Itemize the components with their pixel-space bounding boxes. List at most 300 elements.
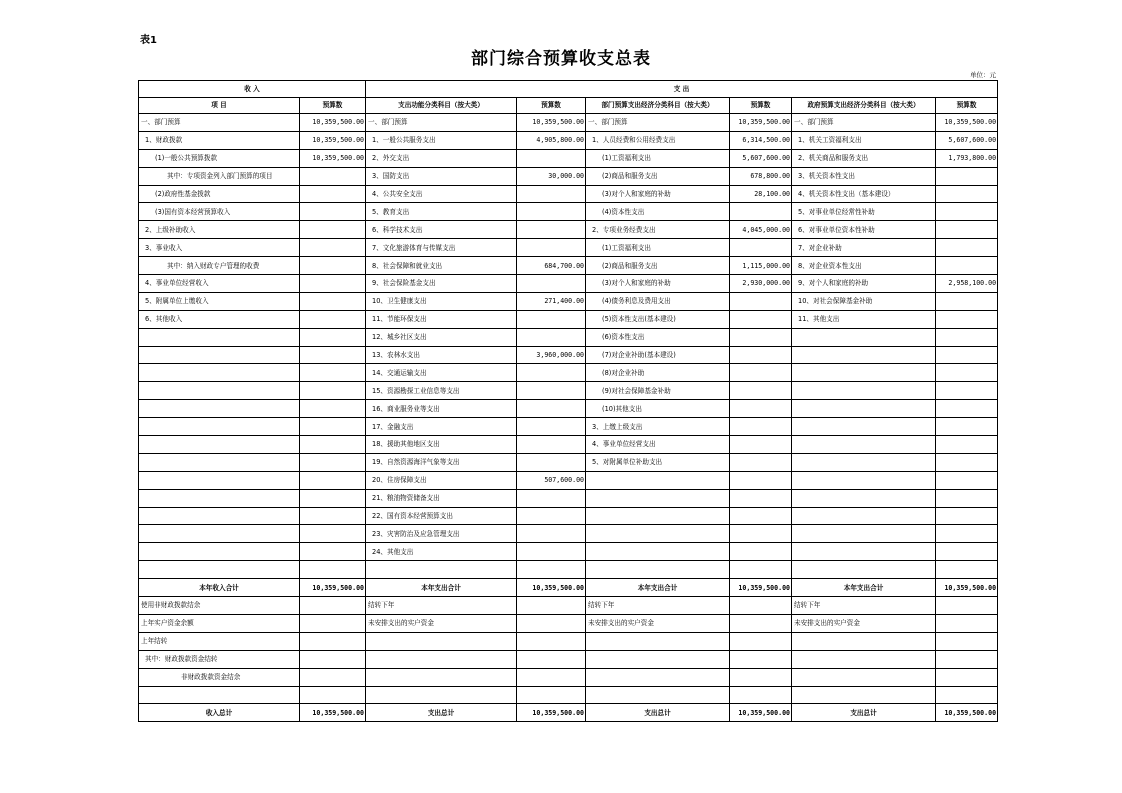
table-row (139, 668, 998, 686)
item-cell: 上年实户资金余额 (139, 614, 300, 632)
table-row (139, 114, 998, 132)
item-cell (792, 400, 936, 418)
amount-cell: 10,359,500.00 (730, 704, 792, 722)
item-cell: 1、财政拨款 (139, 131, 300, 149)
item-cell: 7、对企业补助 (792, 239, 936, 257)
item-cell: (1)工资福利支出 (586, 239, 730, 257)
item-cell (586, 686, 730, 704)
amount-cell (936, 471, 998, 489)
amount-cell (517, 221, 586, 239)
item-cell: 12、城乡社区支出 (366, 328, 517, 346)
item-cell (792, 525, 936, 543)
table-row (139, 364, 998, 382)
item-cell: 14、交通运输支出 (366, 364, 517, 382)
item-cell: (1)一般公共预算拨款 (139, 149, 300, 167)
item-cell: 6、其他收入 (139, 310, 300, 328)
item-cell: (2)商品和服务支出 (586, 257, 730, 275)
amount-cell (517, 239, 586, 257)
item-cell: 本年支出合计 (792, 579, 936, 597)
item-cell (792, 650, 936, 668)
amount-cell (936, 310, 998, 328)
item-cell: 本年支出合计 (586, 579, 730, 597)
amount-cell (936, 203, 998, 221)
amount-cell: 28,100.00 (730, 185, 792, 203)
item-cell: 结转下年 (586, 597, 730, 615)
amount-cell (517, 650, 586, 668)
amount-cell (517, 543, 586, 561)
item-cell: 未安排支出的实户资金 (366, 614, 517, 632)
amount-cell (936, 346, 998, 364)
col-header: 部门预算支出经济分类科目（按大类） (586, 97, 730, 114)
amount-cell (300, 400, 366, 418)
item-cell: 10、对社会保障基金补助 (792, 292, 936, 310)
table-row (139, 257, 998, 275)
amount-cell (517, 275, 586, 293)
amount-cell (936, 561, 998, 579)
amount-cell: 1,115,000.00 (730, 257, 792, 275)
item-cell: 非财政拨款资金结余 (139, 668, 300, 686)
item-cell (139, 543, 300, 561)
item-cell: 其中：专项资金列入部门预算的项目 (139, 167, 300, 185)
item-cell: 本年收入合计 (139, 579, 300, 597)
amount-cell (517, 525, 586, 543)
table-row (139, 632, 998, 650)
item-cell (586, 471, 730, 489)
item-cell: 17、金融支出 (366, 418, 517, 436)
amount-cell (300, 436, 366, 454)
amount-cell (936, 650, 998, 668)
item-cell: 5、对事业单位经常性补助 (792, 203, 936, 221)
amount-cell (730, 346, 792, 364)
item-cell (586, 543, 730, 561)
item-cell (792, 418, 936, 436)
amount-cell (730, 632, 792, 650)
amount-cell (936, 221, 998, 239)
table-row (139, 346, 998, 364)
item-cell: 6、科学技术支出 (366, 221, 517, 239)
item-cell: 16、商业服务业等支出 (366, 400, 517, 418)
item-cell (792, 382, 936, 400)
item-cell (366, 686, 517, 704)
item-cell: 其中：财政拨款资金结转 (139, 650, 300, 668)
amount-cell (300, 525, 366, 543)
amount-cell: 30,000.00 (517, 167, 586, 185)
col-header: 支出功能分类科目（按大类） (366, 97, 517, 114)
item-cell: 支出总计 (366, 704, 517, 722)
item-cell: 2、外交支出 (366, 149, 517, 167)
table-row (139, 543, 998, 561)
amount-cell (730, 239, 792, 257)
amount-cell (517, 203, 586, 221)
amount-cell (730, 597, 792, 615)
table-row (139, 221, 998, 239)
item-cell: 3、国防支出 (366, 167, 517, 185)
item-cell (586, 489, 730, 507)
item-cell: 上年结转 (139, 632, 300, 650)
table-row (139, 239, 998, 257)
item-cell: 4、事业单位经营收入 (139, 275, 300, 293)
item-cell: 支出总计 (792, 704, 936, 722)
item-cell: 23、灾害防治及应急管理支出 (366, 525, 517, 543)
item-cell: 结转下年 (366, 597, 517, 615)
amount-cell (300, 382, 366, 400)
amount-cell: 678,800.00 (730, 167, 792, 185)
col-header: 项 目 (139, 97, 300, 114)
amount-cell: 6,314,500.00 (730, 131, 792, 149)
col-header: 预算数 (517, 97, 586, 114)
table-row (139, 614, 998, 632)
item-cell: 15、资源勘探工业信息等支出 (366, 382, 517, 400)
item-cell (139, 382, 300, 400)
item-cell: 2、机关商品和服务支出 (792, 149, 936, 167)
item-cell: 2、专项业务经费支出 (586, 221, 730, 239)
item-cell: 19、自然资源海洋气象等支出 (366, 453, 517, 471)
item-cell (139, 364, 300, 382)
budget-table (138, 80, 998, 722)
table-row (139, 507, 998, 525)
item-cell (366, 668, 517, 686)
amount-cell (300, 471, 366, 489)
amount-cell (936, 614, 998, 632)
item-cell: (10)其他支出 (586, 400, 730, 418)
amount-cell (730, 561, 792, 579)
item-cell: 使用非财政拨款结余 (139, 597, 300, 615)
income-header: 收 入 (139, 81, 366, 98)
amount-cell (936, 400, 998, 418)
item-cell: 11、节能环保支出 (366, 310, 517, 328)
item-cell: 18、援助其他地区支出 (366, 436, 517, 454)
item-cell (139, 418, 300, 436)
table-row (139, 579, 998, 597)
amount-cell (936, 418, 998, 436)
amount-cell (936, 507, 998, 525)
table-row (139, 650, 998, 668)
item-cell: 1、机关工资福利支出 (792, 131, 936, 149)
amount-cell (730, 489, 792, 507)
item-cell: 5、附属单位上缴收入 (139, 292, 300, 310)
item-cell: 10、卫生健康支出 (366, 292, 517, 310)
amount-cell (300, 328, 366, 346)
amount-cell (300, 597, 366, 615)
item-cell (792, 561, 936, 579)
amount-cell (517, 686, 586, 704)
item-cell: 6、对事业单位资本性补助 (792, 221, 936, 239)
table-row (139, 131, 998, 149)
item-cell (792, 436, 936, 454)
amount-cell (730, 543, 792, 561)
item-cell: 24、其他支出 (366, 543, 517, 561)
table-row (139, 436, 998, 454)
amount-cell (730, 650, 792, 668)
expense-header: 支 出 (366, 81, 998, 98)
item-cell: 4、公共安全支出 (366, 185, 517, 203)
item-cell: 3、机关资本性支出 (792, 167, 936, 185)
item-cell (792, 364, 936, 382)
amount-cell: 10,359,500.00 (300, 131, 366, 149)
unit-label: 单位：元 (970, 71, 996, 79)
amount-cell (300, 418, 366, 436)
item-cell: (5)资本性支出(基本建设) (586, 310, 730, 328)
item-cell (139, 453, 300, 471)
item-cell: 未安排支出的实户资金 (792, 614, 936, 632)
amount-cell: 1,793,800.00 (936, 149, 998, 167)
item-cell: (4)资本性支出 (586, 203, 730, 221)
amount-cell (300, 364, 366, 382)
item-cell: 5、对附属单位补助支出 (586, 453, 730, 471)
item-cell (586, 668, 730, 686)
item-cell: 3、事业收入 (139, 239, 300, 257)
amount-cell (936, 543, 998, 561)
table-row (139, 310, 998, 328)
amount-cell (936, 239, 998, 257)
amount-cell (517, 597, 586, 615)
item-cell (792, 346, 936, 364)
item-cell: (8)对企业补助 (586, 364, 730, 382)
amount-cell: 10,359,500.00 (300, 579, 366, 597)
item-cell: 7、文化旅游体育与传媒支出 (366, 239, 517, 257)
amount-cell: 684,700.00 (517, 257, 586, 275)
amount-cell (300, 310, 366, 328)
amount-cell (936, 257, 998, 275)
item-cell: (3)对个人和家庭的补助 (586, 185, 730, 203)
amount-cell (300, 221, 366, 239)
amount-cell: 2,930,000.00 (730, 275, 792, 293)
amount-cell: 4,905,800.00 (517, 131, 586, 149)
table-row (139, 525, 998, 543)
amount-cell (300, 292, 366, 310)
amount-cell (517, 436, 586, 454)
table-row (139, 704, 998, 722)
amount-cell: 2,958,100.00 (936, 275, 998, 293)
item-cell (139, 436, 300, 454)
amount-cell: 271,400.00 (517, 292, 586, 310)
amount-cell: 10,359,500.00 (300, 114, 366, 132)
item-cell (586, 561, 730, 579)
item-cell: 8、对企业资本性支出 (792, 257, 936, 275)
amount-cell (300, 614, 366, 632)
item-cell: 13、农林水支出 (366, 346, 517, 364)
amount-cell (517, 489, 586, 507)
table-row (139, 489, 998, 507)
item-cell (792, 471, 936, 489)
item-cell (139, 525, 300, 543)
item-cell: (9)对社会保障基金补助 (586, 382, 730, 400)
amount-cell (517, 418, 586, 436)
col-header: 预算数 (300, 97, 366, 114)
amount-cell (730, 203, 792, 221)
amount-cell (936, 185, 998, 203)
amount-cell: 10,359,500.00 (300, 704, 366, 722)
item-cell: 一、部门预算 (366, 114, 517, 132)
amount-cell (936, 364, 998, 382)
amount-cell (936, 453, 998, 471)
item-cell: (1)工资福利支出 (586, 149, 730, 167)
item-cell: 未安排支出的实户资金 (586, 614, 730, 632)
amount-cell (517, 382, 586, 400)
amount-cell (730, 310, 792, 328)
item-cell (792, 489, 936, 507)
amount-cell: 10,359,500.00 (936, 704, 998, 722)
amount-cell (936, 525, 998, 543)
amount-cell: 507,600.00 (517, 471, 586, 489)
amount-cell (730, 292, 792, 310)
amount-cell (300, 507, 366, 525)
amount-cell (936, 382, 998, 400)
amount-cell (936, 436, 998, 454)
table-row (139, 185, 998, 203)
item-cell (792, 453, 936, 471)
amount-cell (517, 310, 586, 328)
amount-cell (517, 149, 586, 167)
amount-cell (730, 668, 792, 686)
amount-cell (300, 686, 366, 704)
item-cell: 支出总计 (586, 704, 730, 722)
amount-cell (517, 453, 586, 471)
amount-cell (517, 668, 586, 686)
amount-cell (517, 400, 586, 418)
item-cell: 其中：纳入财政专户管理的收费 (139, 257, 300, 275)
amount-cell (300, 167, 366, 185)
amount-cell: 10,359,500.00 (936, 579, 998, 597)
table-row (139, 597, 998, 615)
amount-cell (300, 275, 366, 293)
amount-cell (517, 507, 586, 525)
item-cell (366, 650, 517, 668)
item-cell: 一、部门预算 (792, 114, 936, 132)
col-header: 预算数 (936, 97, 998, 114)
amount-cell: 5,607,600.00 (730, 149, 792, 167)
item-cell: (6)资本性支出 (586, 328, 730, 346)
amount-cell (730, 686, 792, 704)
amount-cell (730, 364, 792, 382)
item-cell: 5、教育支出 (366, 203, 517, 221)
amount-cell (730, 400, 792, 418)
table-row (139, 561, 998, 579)
item-cell: 1、一般公共服务支出 (366, 131, 517, 149)
item-cell (586, 507, 730, 525)
item-cell (586, 525, 730, 543)
item-cell (792, 507, 936, 525)
amount-cell (300, 650, 366, 668)
amount-cell: 5,607,600.00 (936, 131, 998, 149)
item-cell: (2)政府性基金拨款 (139, 185, 300, 203)
page-title: 部门综合预算收支总表 (471, 49, 651, 69)
amount-cell: 10,359,500.00 (517, 114, 586, 132)
amount-cell (730, 507, 792, 525)
amount-cell: 3,960,000.00 (517, 346, 586, 364)
item-cell (139, 561, 300, 579)
amount-cell (730, 436, 792, 454)
amount-cell: 10,359,500.00 (730, 114, 792, 132)
item-cell (139, 507, 300, 525)
item-cell: 4、事业单位经营支出 (586, 436, 730, 454)
item-cell: 一、部门预算 (139, 114, 300, 132)
table-row (139, 471, 998, 489)
item-cell (792, 686, 936, 704)
table-row (139, 149, 998, 167)
item-cell: 收入总计 (139, 704, 300, 722)
table-row (139, 382, 998, 400)
item-cell (586, 650, 730, 668)
amount-cell: 4,045,000.00 (730, 221, 792, 239)
amount-cell (300, 561, 366, 579)
amount-cell (936, 632, 998, 650)
amount-cell (730, 471, 792, 489)
amount-cell (936, 489, 998, 507)
amount-cell (936, 686, 998, 704)
amount-cell (517, 185, 586, 203)
item-cell (366, 561, 517, 579)
item-cell: 4、机关资本性支出（基本建设） (792, 185, 936, 203)
item-cell (139, 471, 300, 489)
table-tag: 表1 (140, 35, 157, 46)
item-cell: 9、对个人和家庭的补助 (792, 275, 936, 293)
table-row (139, 275, 998, 293)
col-header: 政府预算支出经济分类科目（按大类） (792, 97, 936, 114)
item-cell (792, 543, 936, 561)
item-cell (366, 632, 517, 650)
amount-cell (517, 561, 586, 579)
item-cell (139, 328, 300, 346)
amount-cell (730, 614, 792, 632)
item-cell: 本年支出合计 (366, 579, 517, 597)
amount-cell (936, 167, 998, 185)
amount-cell (300, 632, 366, 650)
amount-cell (936, 328, 998, 346)
item-cell: 20、住房保障支出 (366, 471, 517, 489)
item-cell: 21、粮油物资储备支出 (366, 489, 517, 507)
amount-cell: 10,359,500.00 (517, 579, 586, 597)
item-cell (586, 632, 730, 650)
amount-cell (517, 614, 586, 632)
amount-cell (300, 489, 366, 507)
amount-cell (300, 668, 366, 686)
table-row (139, 292, 998, 310)
amount-cell (300, 543, 366, 561)
item-cell (792, 632, 936, 650)
item-cell: 3、上缴上级支出 (586, 418, 730, 436)
amount-cell (300, 185, 366, 203)
item-cell: 结转下年 (792, 597, 936, 615)
item-cell: 8、社会保障和就业支出 (366, 257, 517, 275)
item-cell: (3)对个人和家庭的补助 (586, 275, 730, 293)
amount-cell (936, 292, 998, 310)
table-row (139, 328, 998, 346)
item-cell: (7)对企业补助(基本建设) (586, 346, 730, 364)
amount-cell: 10,359,500.00 (936, 114, 998, 132)
amount-cell (300, 346, 366, 364)
amount-cell (936, 597, 998, 615)
item-cell (139, 346, 300, 364)
item-cell: (2)商品和服务支出 (586, 167, 730, 185)
table-row (139, 400, 998, 418)
item-cell: 1、人员经费和公用经费支出 (586, 131, 730, 149)
amount-cell (300, 453, 366, 471)
item-cell: (3)国有资本经营预算收入 (139, 203, 300, 221)
item-cell: 2、上级补助收入 (139, 221, 300, 239)
table-row (139, 418, 998, 436)
amount-cell: 10,359,500.00 (730, 579, 792, 597)
item-cell: 一、部门预算 (586, 114, 730, 132)
col-header: 预算数 (730, 97, 792, 114)
amount-cell (730, 382, 792, 400)
table-row (139, 453, 998, 471)
item-cell (792, 328, 936, 346)
amount-cell (730, 328, 792, 346)
amount-cell (300, 203, 366, 221)
amount-cell: 10,359,500.00 (517, 704, 586, 722)
amount-cell (730, 525, 792, 543)
